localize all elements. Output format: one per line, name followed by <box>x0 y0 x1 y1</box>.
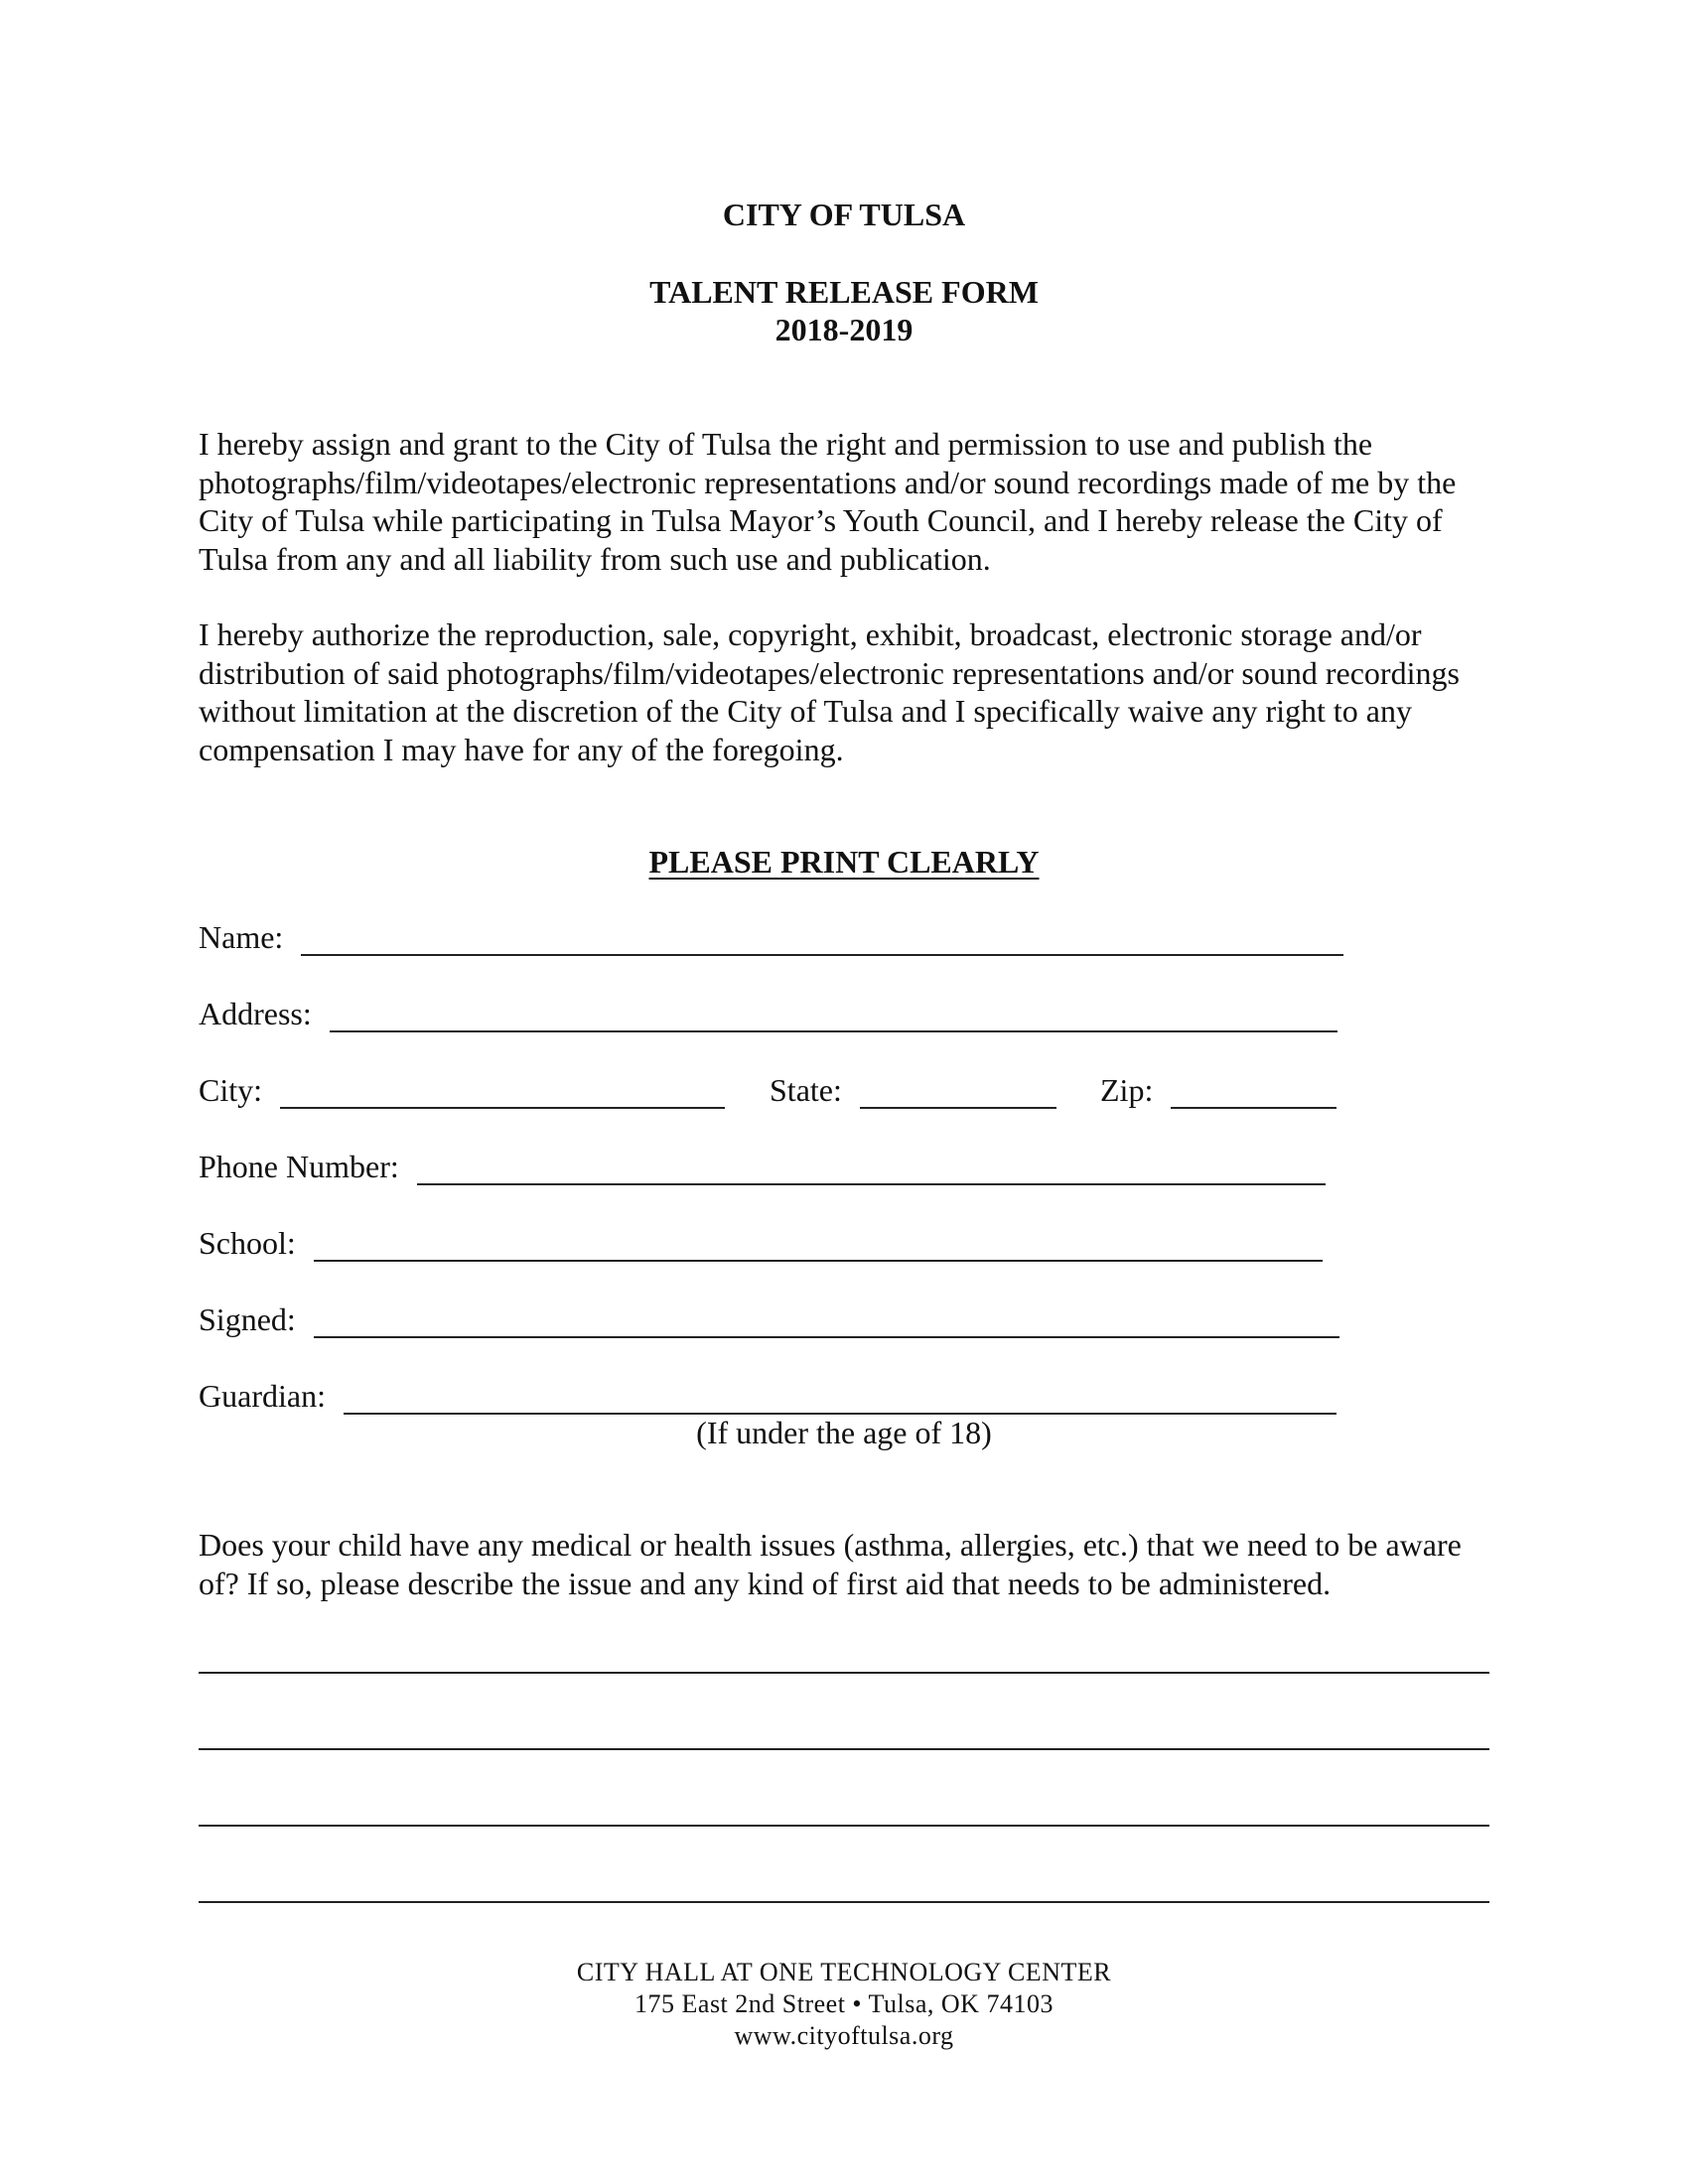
guardian-note: (If under the age of 18) <box>696 1415 992 1450</box>
medical-answer-line-2[interactable] <box>199 1748 1489 1750</box>
authorization-paragraph: I hereby authorize the reproduction, sale, copyright, exhibit, broadcast, electronic storage and/or distribution of said photographs/film/videotapes/electronic representations and/or sound recordings without limitation at the discretion of the City of Tulsa and I specifically waive any right to any compensation I may have for any of the foregoing. <box>199 616 1460 767</box>
school-field <box>199 1224 1323 1262</box>
print-clearly-heading: PLEASE PRINT CLEARLY <box>648 844 1040 880</box>
address-field <box>199 995 1337 1032</box>
zip-field <box>1100 1071 1336 1109</box>
form-title: TALENT RELEASE FORM <box>649 274 1039 310</box>
state-label: State: <box>770 1072 842 1108</box>
city-line[interactable] <box>280 1077 725 1109</box>
zip-line[interactable] <box>1171 1077 1336 1109</box>
state-field <box>770 1071 1056 1109</box>
guardian-field <box>199 1377 1336 1415</box>
form-year: 2018-2019 <box>774 312 914 347</box>
org-title: CITY OF TULSA <box>722 197 966 232</box>
city-label: City: <box>199 1072 263 1108</box>
footer-website: www.cityoftulsa.org <box>734 2021 954 2050</box>
footer-building: CITY HALL AT ONE TECHNOLOGY CENTER <box>576 1958 1112 1986</box>
name-field <box>199 918 1343 956</box>
school-label: School: <box>199 1225 296 1261</box>
signed-label: Signed: <box>199 1301 296 1337</box>
guardian-line[interactable] <box>344 1383 1336 1415</box>
medical-answer-line-1[interactable] <box>199 1672 1489 1674</box>
medical-answer-line-3[interactable] <box>199 1825 1489 1827</box>
city-field <box>199 1071 725 1109</box>
medical-question: Does your child have any medical or health issues (asthma, allergies, etc.) that we need to be aware of? If so, please describe the issue and any kind of first aid that needs to be administered. <box>199 1527 1462 1601</box>
signature-line[interactable] <box>314 1306 1339 1338</box>
name-label: Name: <box>199 919 284 955</box>
phone-field <box>199 1148 1326 1185</box>
zip-label: Zip: <box>1100 1072 1154 1108</box>
phone-line[interactable] <box>417 1154 1326 1185</box>
guardian-label: Guardian: <box>199 1378 326 1414</box>
address-label: Address: <box>199 996 312 1031</box>
state-line[interactable] <box>860 1077 1056 1109</box>
footer-address: 175 East 2nd Street • Tulsa, OK 74103 <box>634 1989 1054 2018</box>
name-line[interactable] <box>301 924 1343 956</box>
phone-label: Phone Number: <box>199 1149 399 1184</box>
address-line[interactable] <box>330 1001 1337 1032</box>
medical-answer-line-4[interactable] <box>199 1901 1489 1903</box>
release-paragraph: I hereby assign and grant to the City of Tulsa the right and permission to use and publish the photographs/film/videotapes/electronic representations and/or sound recordings made of me by the City of Tulsa while participating in Tulsa Mayor’s Youth Council, and I hereby release the City of Tulsa from any and all liability from such use and publication. <box>199 426 1457 577</box>
school-line[interactable] <box>314 1230 1323 1262</box>
signed-field <box>199 1300 1339 1338</box>
